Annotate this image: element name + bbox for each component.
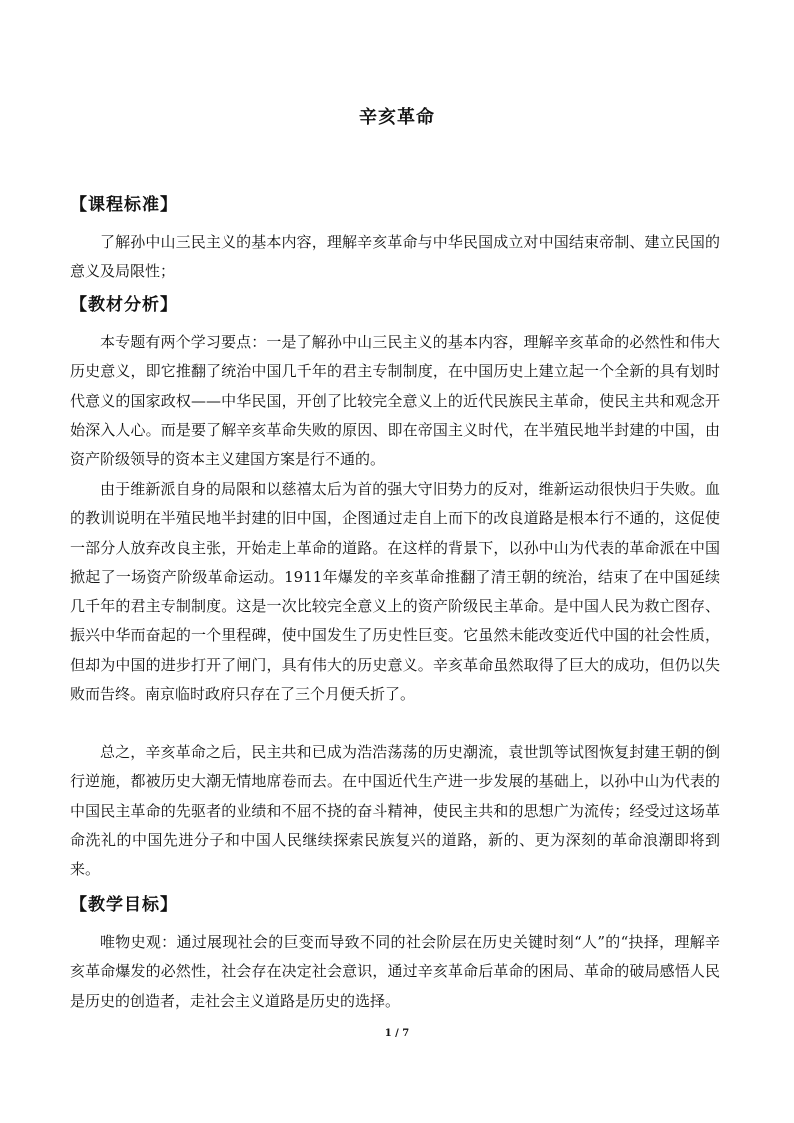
section-heading-teaching-goals: 【教学目标】 (70, 895, 178, 915)
document-title: 辛亥革命 (359, 107, 435, 128)
paragraph-material-analysis-2: 由于维新派自身的局限和以慈禧太后为首的强大守旧势力的反对，维新运动很快归于失败。血的教训说明在半殖民地半封建的旧中国，企图通过走自上而下的改良道路是根本行不通的，这促使一部分人放弃改良主张，开始走上革命的道路。在这样的背景下，以孙中山为代表的革命派在中国掀起了一场资产阶级革命运动。1911年爆发的辛亥革命推翻了清王朝的统治，结束了在中国延续几千年的君主专制制度。这是一次比较完全意义上的资产阶级民主革命。是中国人民为救亡图存、振兴中华而奋起的一个里程碑，使中国发生了历史性巨变。它虽然未能改变近代中国的社会性质，但却为中国的进步打开了闸门，具有伟大的历史意义。辛亥革命虽然取得了巨大的成功，但仍以失败而告终。南京临时政府只存在了三个月便夭折了。 (70, 480, 720, 704)
page-number: 1 / 7 (384, 1028, 410, 1039)
paragraph-material-analysis-3: 总之，辛亥革命之后，民主共和已成为浩浩荡荡的历史潮流，袁世凯等试图恢复封建王朝的倒行逆施，都被历史大潮无情地席卷而去。在中国近代生产进一步发展的基础上，以孙中山为代表的中国民主革命的先驱者的业绩和不屈不挠的奋斗精神，使民主共和的思想广为流传；经受过这场革命洗礼的中国先进分子和中国人民继续探索民族复兴的道路，新的、更为深刻的革命浪潮即将到来。 (70, 743, 720, 879)
paragraph-teaching-goals: 唯物史观：通过展现社会的巨变而导致不同的社会阶层在历史关键时刻“人”的“抉择，理解辛亥革命爆发的必然性，社会存在决定社会意识，通过辛亥革命后革命的困局、革命的破局感悟人民是历史的创造者，走社会主义道路是历史的选择。 (70, 933, 720, 1010)
section-heading-material-analysis: 【教材分析】 (70, 295, 178, 315)
paragraph-course-standard: 了解孙中山三民主义的基本内容，理解辛亥革命与中华民国成立对中国结束帝制、建立民国的意义及局限性； (70, 233, 720, 281)
paragraph-material-analysis-1: 本专题有两个学习要点：一是了解孙中山三民主义的基本内容，理解辛亥革命的必然性和伟大历史意义，即它推翻了统治中国几千年的君主专制制度，在中国历史上建立起一个全新的具有划时代意义的国家政权——中华民国，开创了比较完全意义上的近代民族民主革命，使民主共和观念开始深入人心。而是要了解辛亥革命失败的原因、即在帝国主义时代，在半殖民地半封建的中国，由资产阶级领导的资本主义建国方案是行不通的。 (70, 333, 720, 469)
section-heading-course-standard: 【课程标准】 (70, 195, 178, 215)
